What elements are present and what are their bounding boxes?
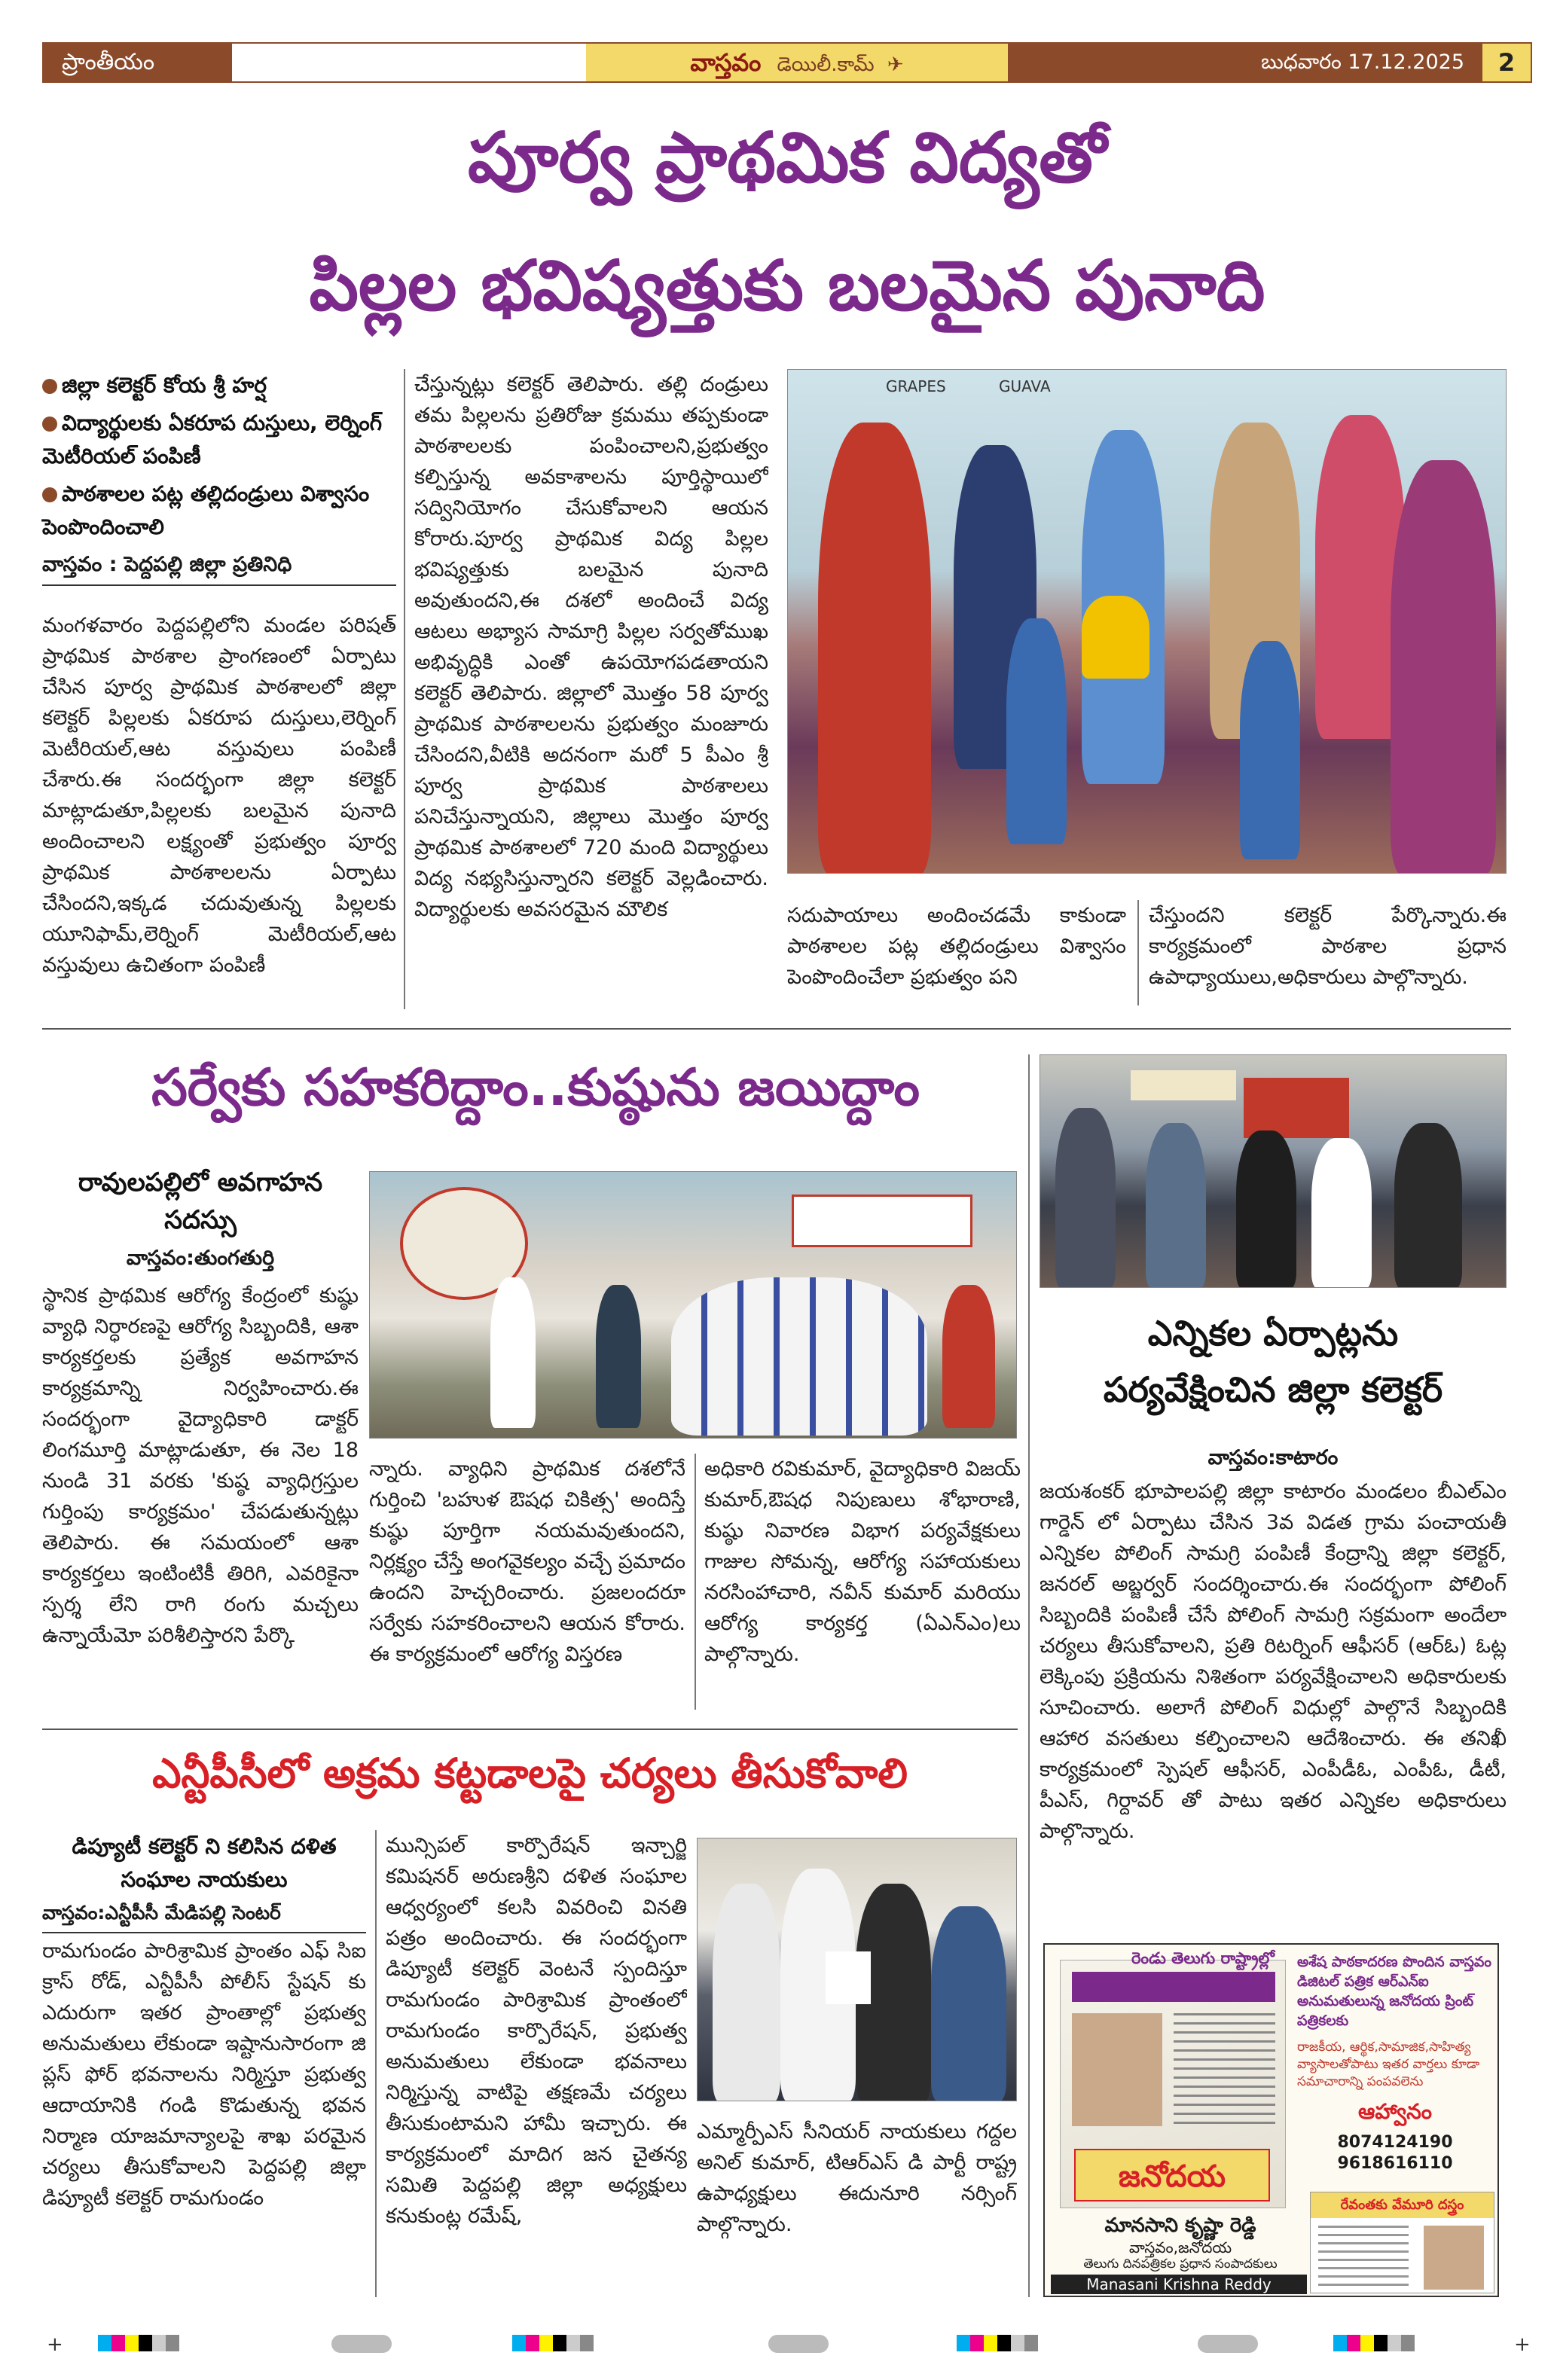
bullet-icon bbox=[42, 416, 57, 432]
child-figure bbox=[1006, 618, 1067, 844]
person-figure bbox=[1055, 1108, 1116, 1288]
person-figure bbox=[596, 1285, 641, 1428]
color-bar bbox=[957, 2335, 1038, 2351]
issue-date: బుధవారం 17.12.2025 bbox=[1008, 44, 1482, 81]
crosshair-icon: + bbox=[47, 2333, 63, 2356]
advertisement bbox=[1043, 1943, 1499, 2297]
story1-dateline: వాస్తవం : పెద్దపల్లి జిల్లా ప్రతినిధి bbox=[42, 553, 396, 586]
ad-editor-name: మానసాని కృష్ణా రెడ్డి bbox=[1104, 2214, 1256, 2237]
section-label: ప్రాంతీయం bbox=[44, 44, 232, 81]
ad-description: అశేష పాఠకాదరణ పొందిన వాస్తవం డిజిటల్ పత్రిక ఆర్ఎన్ఐ అనుమతులున్న జనోదయ ప్రింట్ పత్రికలకు bbox=[1297, 1954, 1492, 2029]
section-divider bbox=[42, 1028, 1511, 1030]
ad-card-title: రేవంతకు వేమూరి దస్త్రం bbox=[1311, 2192, 1494, 2218]
page-header bbox=[42, 42, 1532, 83]
wall-label: GUAVA bbox=[999, 377, 1051, 395]
person-figure bbox=[1391, 460, 1496, 874]
story2-headline: సర్వేకు సహకరిద్దాం..కుష్ఠును జయిద్దాం bbox=[151, 1058, 920, 1118]
registration-mark bbox=[331, 2335, 392, 2353]
ad-name-strip: Manasani Krishna Reddy bbox=[1051, 2275, 1307, 2294]
ad-card bbox=[1310, 2192, 1494, 2293]
newspaper-thumbnail bbox=[1060, 1960, 1286, 2208]
story2-column-2: న్నారు. వ్యాధిని ప్రాథమిక దశలోనే గుర్తించి 'బహుళ ఔషధ చికిత్స' అందిస్తే కుష్ఠు పూర్తిగా నయమవుతుందని, నిర్లక్ష్యం చేస్తే అంగవైకల్యం వచ్చే ప్రమాదం ఉందని హెచ్చరించారు. ప్రజలందరూ సర్వేకు సహకరించాలని ఆయన కోరారు. ఈ కార్యక్రమంలో ఆరోగ్య విస్తరణ bbox=[369, 1457, 685, 1666]
registration-mark bbox=[768, 2335, 829, 2353]
story3-headline-line1: ఎన్నికల ఏర్పాట్లను bbox=[1147, 1313, 1399, 1353]
story1-bullet: పాఠశాలల పట్ల తల్లిదండ్రులు విశ్వాసం పెంపొందించాలి bbox=[42, 481, 370, 539]
column-divider bbox=[695, 1454, 696, 1710]
paper-text bbox=[1174, 2013, 1275, 2126]
story1-photo bbox=[787, 369, 1507, 874]
column-divider bbox=[1028, 1054, 1030, 2297]
banner bbox=[792, 1195, 972, 1247]
story4-subhead: డిప్యూటీ కలెక్టర్ ని కలిసిన దళిత సంఘాల నాయకులు bbox=[72, 1834, 337, 1892]
color-bar bbox=[512, 2335, 594, 2351]
story4-dateline: వాస్తవం:ఎన్టీపీసీ మేడిపల్లి సెంటర్ bbox=[42, 1902, 366, 1933]
story1-bullet: విద్యార్థులకు ఏకరూప దుస్తులు, లెర్నింగ్ మెటీరియల్ పంపిణీ bbox=[42, 410, 383, 468]
story3-photo bbox=[1040, 1054, 1507, 1288]
uniform-shirt bbox=[1082, 596, 1149, 679]
child-figure bbox=[1240, 641, 1300, 859]
story3-dateline: వాస్తవం:కాటారం bbox=[1207, 1446, 1339, 1469]
ad-editor-line: వాస్తవం,జనోదయ bbox=[1128, 2238, 1232, 2256]
registration-mark bbox=[1198, 2335, 1258, 2353]
person-figure bbox=[1394, 1123, 1462, 1288]
masthead bbox=[586, 44, 1008, 81]
ad-tagline: రెండు తెలుగు రాష్ట్రాల్లో bbox=[1131, 1949, 1275, 1967]
crosshair-icon: + bbox=[1514, 2333, 1531, 2356]
story1-column-4: చేస్తుందని కలెక్టర్ పేర్కొన్నారు.ఈ కార్యక్రమంలో పాఠశాల ప్రధాన ఉపాధ్యాయులు,అధికారులు పాల్గొన్నారు. bbox=[1149, 904, 1507, 989]
story4-headline: ఎన్టీపీసీలో అక్రమ కట్టడాలపై చర్యలు తీసుకోవాలి bbox=[152, 1750, 908, 1797]
story2-column-1: స్థానిక ప్రాథమిక ఆరోగ్య కేంద్రంలో కుష్ఠు వ్యాధి నిర్ధారణపై ఆరోగ్య సిబ్బందికి, ఆశా కార్యకర్తలకు ప్రత్యేక అవగాహన కార్యక్రమాన్ని నిర్వహించారు.ఈ సందర్భంగా వైద్యాధికారి డాక్టర్ లింగమూర్తి మాట్లాడుతూ, ఈ నెల 18 నుండి 31 వరకు 'కుష్ఠ వ్యాధిగ్రస్తుల గుర్తింపు కార్యక్రమం' చేపడుతున్నట్లు తెలిపారు. ఈ సమయంలో ఆశా కార్యకర్తలు ఇంటింటికీ తిరిగి, ఎవరికైనా స్పర్శ లేని రాగి రంగు మచ్చలు ఉన్నాయేమో పరిశీలిస్తారని పేర్కొ bbox=[42, 1284, 359, 1647]
masthead-title: వాస్తవం bbox=[690, 48, 762, 77]
bird-icon: ✈ bbox=[887, 53, 904, 76]
person-figure bbox=[1311, 1138, 1372, 1288]
column-divider bbox=[1137, 900, 1139, 1005]
story3-body: జయశంకర్ భూపాలపల్లి జిల్లా కాటారం మండలం బీఎల్ఎం గార్డెన్ లో ఏర్పాటు చేసిన 3వ విడత గ్రామ పంచాయతీ ఎన్నికల పోలింగ్ సామగ్రి పంపిణీ కేంద్రాన్ని జిల్లా కలెక్టర్, జనరల్ అబ్జర్వర్ సందర్శించారు.ఈ సందర్భంగా పోలింగ్ సిబ్బందికి పంపిణీ చేసే పోలింగ్ సామగ్రి సక్రమంగా అందేలా చర్యలు తీసుకోవాలని, ప్రతి రిటర్నింగ్ ఆఫీసర్ (ఆర్ఓ) ఓట్ల లెక్కింపు ప్రక్రియను నిశితంగా పర్యవేక్షించాలని అధికారులకు సూచించారు. అలాగే పోలింగ్ విధుల్లో పాల్గొనే సిబ్బందికి ఆహార వసతులు కల్పించాలని ఆదేశించారు. ఈ తనిఖీ కార్యక్రమంలో స్పెషల్ ఆఫీసర్, ఎంపీడీఓ, ఎంపీఓ, డీటీ, పీఎస్, గిర్దావర్ తో పాటు ఇతర ఎన్నికల అధికారులు పాల్గొన్నారు. bbox=[1040, 1480, 1507, 1843]
ad-card-photo bbox=[1424, 2226, 1484, 2290]
group-figure bbox=[671, 1277, 927, 1436]
person-figure bbox=[931, 1906, 1006, 2101]
ad-phone: 9618616110 bbox=[1337, 2154, 1453, 2173]
paper-photo bbox=[1072, 2013, 1162, 2126]
story4-column-1: రామగుండం పారిశ్రామిక ప్రాంతం ఎఫ్ సిఐ క్రాస్ రోడ్, ఎన్టీపీసీ పోలీస్ స్టేషన్ కు ఎదురుగా ఇతర ప్రాంతాల్లో ప్రభుత్వ అనుమతులు లేకుండా ఇష్టానుసారంగా జి ప్లస్ ఫోర్ భవనాలను నిర్మిస్తూ ప్రభుత్వ ఆదాయానికి గండి కొడుతున్న భవన నిర్మాణ యాజమాన్యాలపై శాఖ పరమైన చర్యలు తీసుకోవాలని పెద్దపల్లి జిల్లా డిప్యూటీ కలెక్టర్ రామగుండం bbox=[42, 1939, 366, 2210]
person-figure bbox=[490, 1277, 536, 1428]
column-divider bbox=[404, 369, 405, 1009]
bullet-icon bbox=[42, 379, 57, 394]
person-figure bbox=[942, 1285, 995, 1428]
person-figure bbox=[818, 423, 931, 874]
ad-topics: రాజకీయ, ఆర్థిక,సామాజిక,సాహిత్య వ్యాసాలతోపాటు ఇతర వార్తలు కూడా సమాచారాన్ని పంపవలెను bbox=[1297, 2040, 1480, 2089]
petition-paper bbox=[826, 1951, 871, 2004]
person-figure bbox=[1146, 1123, 1206, 1288]
story2-column-3: అధికారి రవికుమార్, వైద్యాధికారి విజయ్ కుమార్,ఔషధ నిపుణులు శోభారాణి, కుష్ఠు నివారణ విభాగ పర్యవేక్షకులు గాజుల సోమన్న, ఆరోగ్య సహాయకులు నరసింహాచారి, నవీన్ కుమార్ మరియు ఆరోగ్య కార్యకర్త (ఏఎన్ఎం)లు పాల్గొన్నారు. bbox=[704, 1457, 1021, 1666]
story1-column-2: చేస్తున్నట్లు కలెక్టర్ తెలిపారు. తల్లి దండ్రులు తమ పిల్లలను ప్రతిరోజు క్రమము తప్పకుండా పాఠశాలలకు పంపించాలని,ప్రభుత్వం కల్పిస్తున్న అవకాశాలను పూర్తిస్థాయిలో సద్వినియోగం చేసుకోవాలని ఆయన కోరారు.పూర్వ ప్రాథమిక విద్య పిల్లల భవిష్యత్తుకు బలమైన పునాది అవుతుందని,ఈ దశలో అందించే విద్య ఆటలు అభ్యాస సామాగ్రి పిల్లల సర్వతోముఖ అభివృద్ధికి ఎంతో ఉపయోగపడతాయని కలెక్టర్ తెలిపారు. జిల్లాలో మొత్తం 58 పూర్వ ప్రాథమిక పాఠశాలలను ప్రభుత్వం మంజూరు చేసిందని,వీటికి అదనంగా మరో 5 పీఎం శ్రీ పూర్వ ప్రాథమిక పాఠశాలలు పనిచేస్తున్నాయని, జిల్లాలు మొత్తం పూర్వ ప్రాథమిక పాఠశాలలో 720 మంది విద్యార్థులు విద్య నభ్యసిస్తున్నారని కలెక్టర్ వెల్లడించారు. విద్యార్థులకు అవసరమైన మౌలిక bbox=[414, 373, 768, 921]
bullet-icon bbox=[42, 487, 57, 502]
story2-photo bbox=[369, 1171, 1017, 1439]
paper-masthead bbox=[1072, 1972, 1275, 2002]
story1-headline-line2: పిల్లల భవిష్యత్తుకు బలమైన పునాది bbox=[309, 246, 1265, 326]
person-figure bbox=[713, 1884, 780, 2101]
story1-headline-line1: పూర్వ ప్రాథమిక విద్యతో bbox=[468, 117, 1107, 198]
story1-bullets bbox=[42, 369, 396, 586]
ad-card-text bbox=[1318, 2226, 1409, 2286]
story4-column-3: ఎమ్మార్పీఎస్ సీనియర్ నాయకులు గద్దల అనిల్ కుమార్, టిఆర్ఎస్ డి పార్టీ రాష్ట్ర ఉపాధ్యక్షులు ఈదునూరి నర్సింగ్ పాల్గొన్నారు. bbox=[697, 2120, 1017, 2236]
story4-photo bbox=[697, 1838, 1017, 2101]
ad-editor-line: తెలుగు దినపత్రికల ప్రధాన సంపాదకులు bbox=[1083, 2256, 1278, 2272]
banner bbox=[1131, 1070, 1236, 1100]
color-bar bbox=[1333, 2335, 1415, 2351]
column-divider bbox=[375, 1830, 377, 2297]
story1-column-1: మంగళవారం పెద్దపల్లిలోని మండల పరిషత్ ప్రాథమిక పాఠశాల ప్రాంగణంలో ఏర్పాటు చేసిన పూర్వ ప్రాథమిక పాఠశాలలో జిల్లా కలెక్టర్ పిల్లలకు ఏకరూప దుస్తులు,లెర్నింగ్ మెటీరియల్,ఆట వస్తువులు పంపిణీ చేశారు.ఈ సందర్భంగా జిల్లా కలెక్టర్ మాట్లాడుతూ,పిల్లలకు బలమైన పునాది అందించాలని లక్ష్యంతో ప్రభుత్వం పూర్వ ప్రాథమిక పాఠశాలలను ఏర్పాటు చేసిందని,ఇక్కడ చదువుతున్న పిల్లలకు యూనిఫామ్,లెర్నింగ్ మెటీరియల్,ఆట వస్తువులు ఉచితంగా పంపిణీ bbox=[42, 614, 396, 977]
section-divider bbox=[42, 1729, 1018, 1730]
story2-subhead: రావులపల్లిలో అవగాహన సదస్సు bbox=[78, 1167, 323, 1235]
color-bar bbox=[98, 2335, 179, 2351]
ad-invite: ఆహ్వానం bbox=[1358, 2099, 1432, 2124]
ad-phone: 8074124190 bbox=[1337, 2133, 1453, 2152]
story3-headline-line2: పర్యవేక్షించిన జిల్లా కలెక్టర్ bbox=[1103, 1369, 1443, 1410]
banner bbox=[1244, 1078, 1349, 1138]
page-number: 2 bbox=[1482, 44, 1531, 81]
person-figure bbox=[1236, 1130, 1296, 1288]
wall-label: GRAPES bbox=[886, 377, 946, 395]
story1-column-3: సదుపాయాలు అందించడమే కాకుండా పాఠశాలల పట్ల తల్లిదండ్రులు విశ్వాసం పెంపొందించేలా ప్రభుత్వం పని bbox=[787, 904, 1126, 989]
janodaya-logo: జనోదయ bbox=[1074, 2149, 1270, 2202]
story2-dateline: వాస్తవం:తుంగతుర్తి bbox=[126, 1246, 275, 1270]
story1-bullet: జిల్లా కలెక్టర్ కోయ శ్రీ హర్ష bbox=[42, 369, 396, 402]
masthead-subtitle: డెయిలీ.కామ్ bbox=[777, 53, 875, 76]
story4-column-2: మున్సిపల్ కార్పొరేషన్ ఇన్చార్జి కమిషనర్ అరుణశ్రీని దళిత సంఘాల ఆధ్వర్యంలో కలసి వివరించి వినతి పత్రం అందించారు. ఈ సందర్భంగా డిప్యూటీ కలెక్టర్ వెంటనే స్పందిస్తూ రామగుండం పారిశ్రామిక ప్రాంతంలో రామగుండం కార్పొరేషన్, ప్రభుత్వ అనుమతులు లేకుండా భవనాలు నిర్మిస్తున్న వాటిపై తక్షణమే చర్యలు తీసుకుంటామని హామీ ఇచ్చారు. ఈ కార్యక్రమంలో మాదిగ జన చైతన్య సమితి పెద్దపల్లి జిల్లా అధ్యక్షులు కనుకుంట్ల రమేష్, bbox=[386, 1834, 687, 2228]
